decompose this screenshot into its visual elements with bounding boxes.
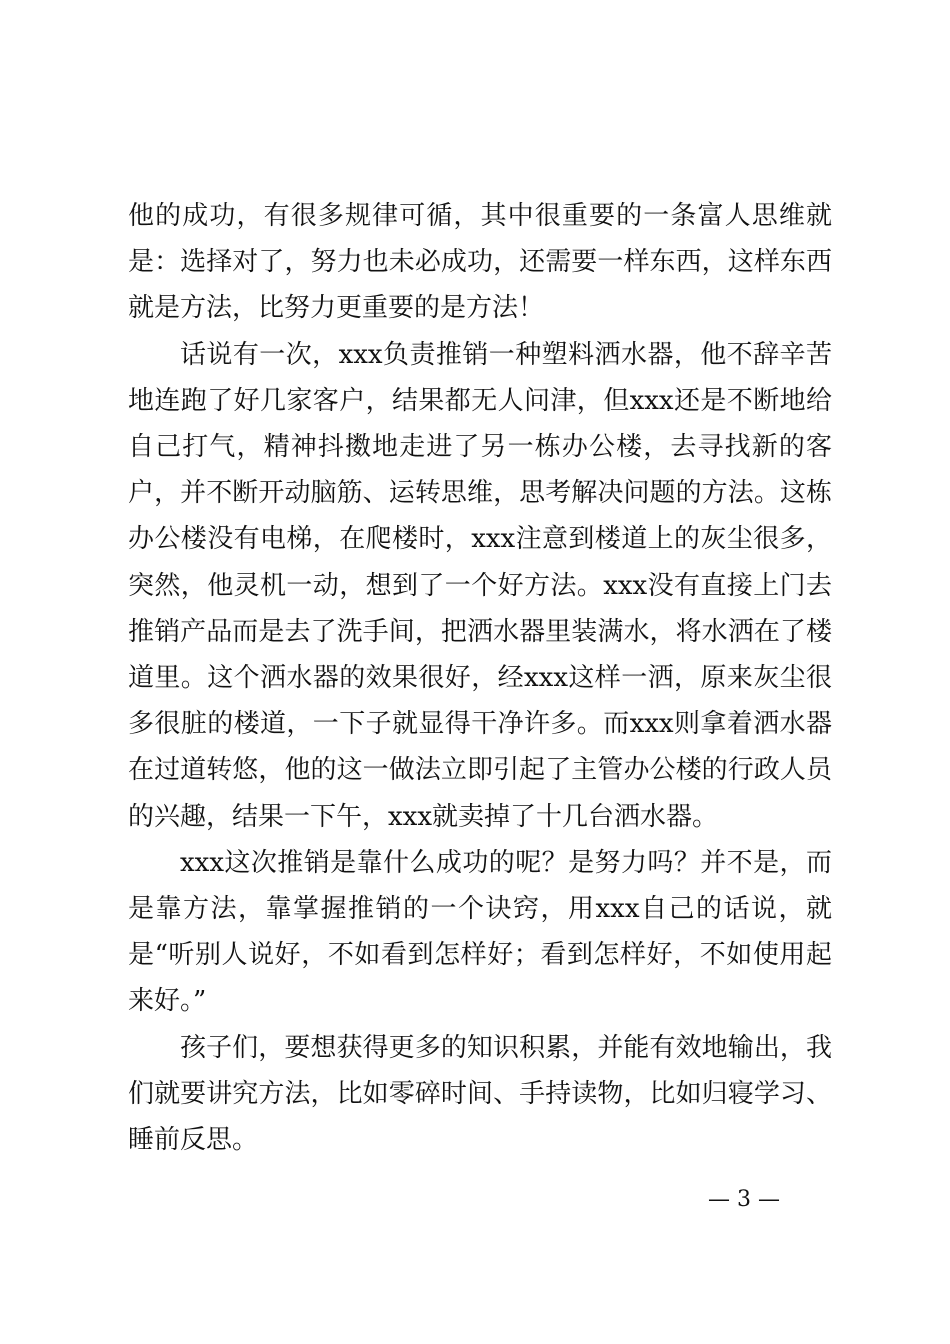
paragraph-4: 孩子们，要想获得更多的知识积累，并能有效地输出，我们就要讲究方法，比如零碎时间、手持读物，比如归寝学习、睡前反思。 [128, 1032, 832, 1156]
paragraph-2: 话说有一次，xxx负责推销一种塑料洒水器，他不辞辛苦地连跑了好几家客户，结果都无人问津，但xxx还是不断地给自己打气，精神抖擞地走进了另一栋办公楼，去寻找新的客户，并不断开动脑筋、运转思维，思考解决问题的方法。这栋办公楼没有电梯，在爬楼时，xxx注意到楼道上的灰尘很多，突然，他灵机一动，想到了一个好方法。xxx没有直接上门去推销产品而是去了洗手间，把洒水器里装满水，将水洒在了楼道里。这个洒水器的效果很好，经xxx这样一洒，原来灰尘很多很脏的楼道，一下子就显得干净许多。而xxx则拿着洒水器在过道转悠，他的这一做法立即引起了主管办公楼的行政人员的兴趣，结果一下午，xxx就卖掉了十几台洒水器。 [128, 339, 832, 832]
paragraph-1: 他的成功，有很多规律可循，其中很重要的一条富人思维就是：选择对了，努力也未必成功，还需要一样东西，这样东西就是方法，比努力更重要的是方法！ [128, 201, 832, 324]
page-number: — 3 — [708, 1187, 780, 1212]
paragraph-3: xxx这次推销是靠什么成功的呢？是努力吗？并不是，而是靠方法，靠掌握推销的一个诀窍，用xxx自己的话说，就是“听别人说好，不如看到怎样好；看到怎样好，不如使用起来好。” [128, 847, 832, 1017]
body-text [128, 193, 832, 1163]
